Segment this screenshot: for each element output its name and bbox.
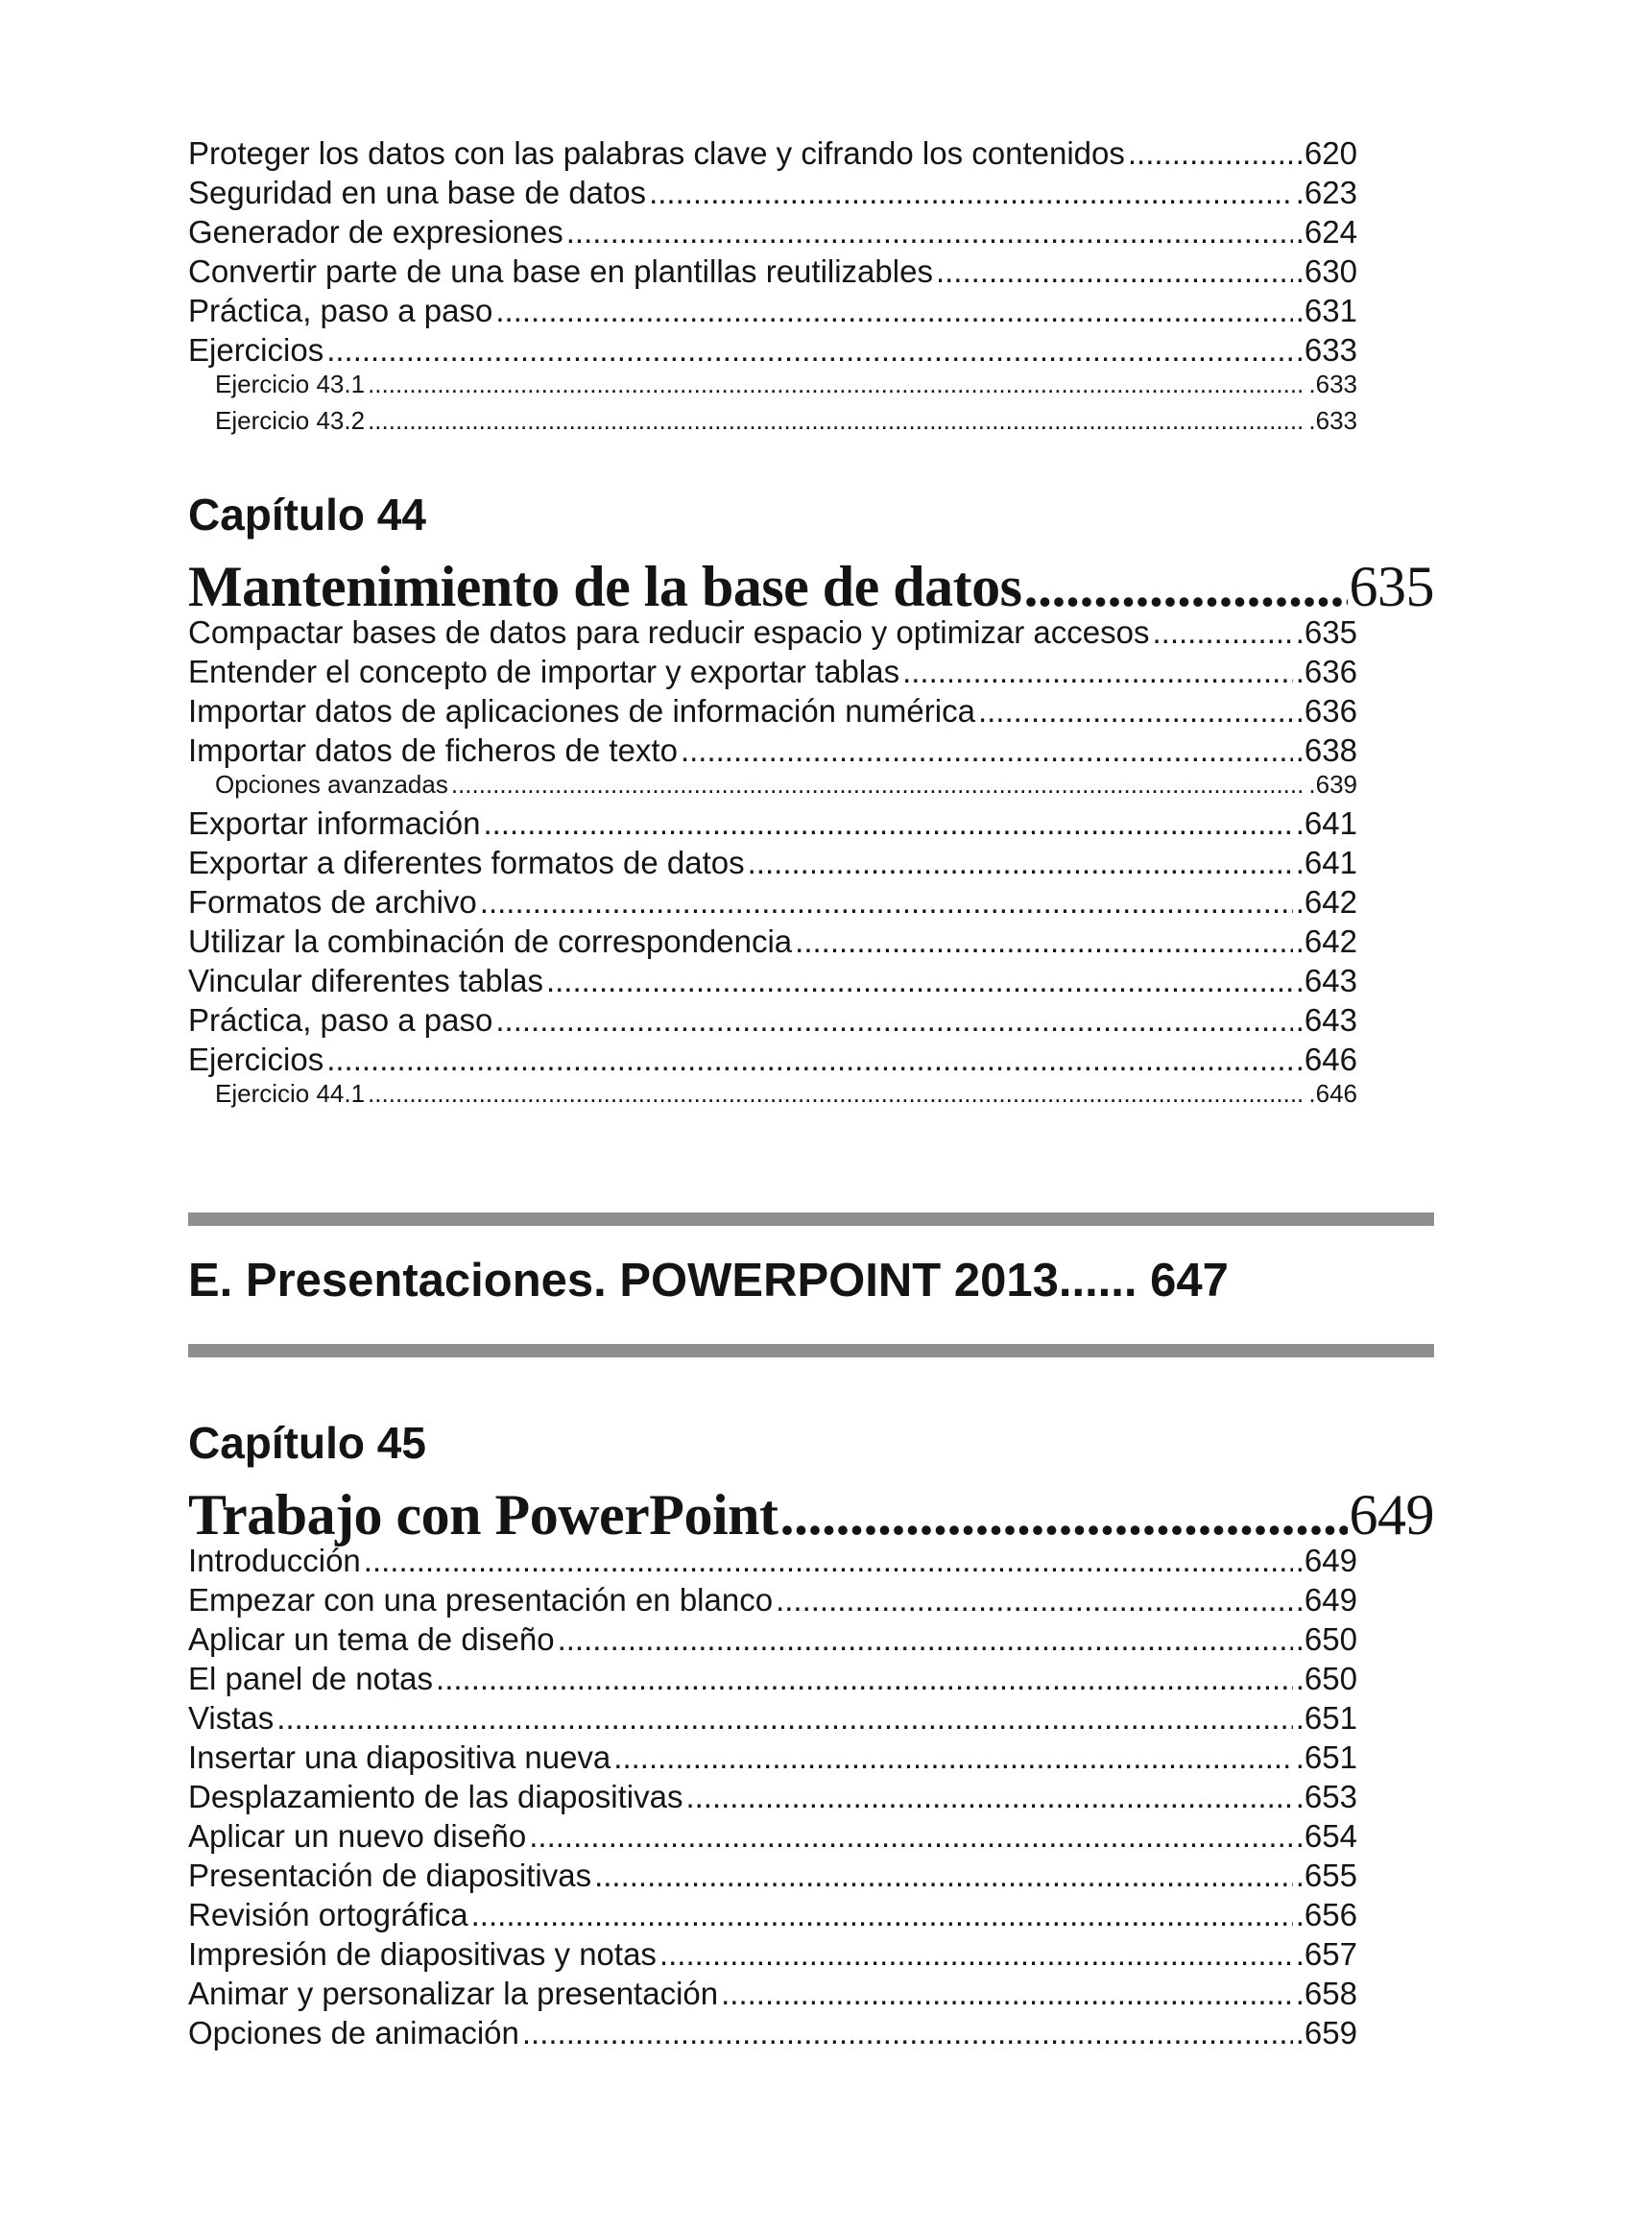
toc-entry-title: Utilizar la combinación de correspondencia [188,923,793,959]
toc-entry-page: .624 [1295,214,1357,250]
section-e-heading: E. Presentaciones. POWERPOINT 2013...... 647 [188,1255,1229,1307]
toc-entry-page: .643 [1295,1002,1357,1038]
toc-entry-title: Vincular diferentes tablas [188,963,543,998]
toc-entry-title: Formatos de archivo [188,884,477,920]
section-rule-top [188,1212,1434,1226]
dot-leader [558,1619,1293,1659]
chapter-title-text: Mantenimiento de la base de datos [188,555,1022,618]
dot-leader [436,1659,1293,1698]
toc-entry-title: Introducción [188,1543,361,1578]
toc-entry-title: Empezar con una presentación en blanco [188,1582,774,1618]
toc-entry-title: Proteger los datos con las palabras clave y cifrando los contenidos [188,135,1125,171]
toc-entry [188,1541,1357,1580]
toc-entry-title: Revisión ortográfica [188,1897,468,1932]
dot-leader [326,330,1293,370]
toc-entry [188,803,1357,843]
toc-entry-page: .654 [1295,1818,1357,1854]
toc-entry [188,843,1357,882]
chapter-page-number: 649 [1349,1483,1434,1547]
toc-entry [188,1934,1357,1974]
dot-leader [471,1895,1293,1934]
dot-leader [483,803,1292,843]
dot-leader [368,403,1305,438]
dot-leader [594,1856,1293,1895]
dot-leader [902,652,1293,691]
toc-entry-title: Práctica, paso a paso [188,1002,493,1038]
toc-entry-title: Importar datos de ficheros de texto [188,732,678,768]
chapter-title-text: Trabajo con PowerPoint [188,1483,778,1547]
toc-entry-title: Desplazamiento de las diapositivas [188,1779,683,1814]
toc-entry [188,1000,1357,1040]
toc-entry-page: .641 [1295,805,1357,841]
toc-entry-page: .658 [1295,1976,1357,2011]
toc-entry [188,1895,1357,1934]
toc-entry-page: .650 [1295,1661,1357,1696]
toc-entry-page: .653 [1295,1779,1357,1814]
toc-entry-title: Opciones avanzadas [215,770,448,799]
toc-entry-title: Ejercicios [188,332,324,368]
dot-leader [546,961,1293,1000]
toc-entry [188,1659,1357,1698]
toc-entry-page: .633 [1295,332,1357,368]
dot-leader [276,1698,1292,1738]
chapter-44-label: Capítulo 44 [188,490,426,540]
dot-leader [685,1777,1292,1816]
chapter-page-number: 635 [1349,555,1434,618]
toc-entry-title: Ejercicio 44.1 [215,1079,366,1108]
toc-entry-page: .636 [1295,693,1357,729]
dot-leader [613,1738,1292,1777]
toc-entry-title: Compactar bases de datos para reducir espacio y optimizar accesos [188,614,1150,650]
toc-entry-page: .635 [1295,614,1357,650]
toc-entry-page: .638 [1295,732,1357,768]
toc-entry-page: .646 [1295,1042,1357,1077]
toc-entry-page: .631 [1295,293,1357,328]
toc-entry-title: Ejercicio 43.2 [215,406,366,435]
toc-entry-page: .657 [1295,1936,1357,1972]
dot-leader [779,1481,1347,1548]
dot-leader [451,767,1306,802]
toc-entry-title: Convertir parte de una base en plantillas reutilizables [188,253,933,289]
dot-leader [566,212,1293,252]
dot-leader [480,882,1293,922]
toc-subentry [215,403,1357,438]
dot-leader [1024,553,1348,620]
toc-entry-page: .633 [1308,370,1357,398]
dot-leader [1128,133,1293,173]
toc-entry [188,1974,1357,2013]
toc-entry-page: .623 [1295,175,1357,210]
toc-entry-title: Importar datos de aplicaciones de información numérica [188,693,975,729]
toc-subentry [215,367,1357,401]
toc-entry-page: .642 [1295,884,1357,920]
toc-entry [188,612,1357,652]
dot-leader [368,367,1305,401]
dot-leader [748,843,1293,882]
toc-entry [188,1816,1357,1856]
toc-entry [188,330,1357,370]
toc-entry-title: Vistas [188,1700,275,1736]
toc-entry-title: Ejercicios [188,1042,324,1077]
toc-entry [188,961,1357,1000]
toc-entry-page: .659 [1295,2015,1357,2050]
chapter-44-title [188,553,1434,620]
toc-entry-title: Aplicar un nuevo diseño [188,1818,527,1854]
toc-entry [188,882,1357,922]
toc-entry-title: Exportar información [188,805,481,841]
dot-leader [326,1040,1293,1079]
toc-entry-page: .651 [1295,1700,1357,1736]
toc-entry-page: .630 [1295,253,1357,289]
dot-leader [368,1076,1305,1111]
toc-entry-page: .649 [1295,1582,1357,1618]
toc-entry-page: .641 [1295,845,1357,880]
toc-entry-title: Generador de expresiones [188,214,563,250]
toc-entry-title: El panel de notas [188,1661,434,1696]
toc-entry-title: Seguridad en una base de datos [188,175,647,210]
toc-entry-page: .651 [1295,1739,1357,1775]
toc-entry-page: .643 [1295,963,1357,998]
toc-entry-title: Aplicar un tema de diseño [188,1621,555,1657]
toc-entry-title: Exportar a diferentes formatos de datos [188,845,745,880]
toc-entry-title: Insertar una diapositiva nueva [188,1739,611,1775]
toc-entry-page: .633 [1308,406,1357,435]
toc-entry [188,252,1357,291]
dot-leader [1153,612,1293,652]
toc-entry-page: .649 [1295,1543,1357,1578]
dot-leader [364,1541,1293,1580]
toc-entry [188,691,1357,731]
dot-leader [649,173,1293,212]
toc-entry [188,1856,1357,1895]
toc-entry [188,922,1357,961]
toc-entry [188,1040,1357,1079]
toc-entry [188,1619,1357,1659]
toc-entry-page: .639 [1308,770,1357,799]
dot-leader [936,252,1293,291]
toc-entry-title: Ejercicio 43.1 [215,370,366,398]
toc-entry-page: .655 [1295,1858,1357,1893]
toc-entry-page: .620 [1295,135,1357,171]
toc-entry-page: .656 [1295,1897,1357,1932]
dot-leader [776,1580,1293,1619]
toc-entry [188,133,1357,173]
toc-entry-page: .650 [1295,1621,1357,1657]
chapter-45-title [188,1481,1434,1548]
toc-entry-page: .646 [1308,1079,1357,1108]
toc-entry-title: Entender el concepto de importar y exportar tablas [188,654,900,689]
toc-entry [188,212,1357,252]
dot-leader [795,922,1293,961]
toc-entry-title: Animar y personalizar la presentación [188,1976,719,2011]
section-rule-bottom [188,1344,1434,1357]
toc-entry [188,1580,1357,1619]
toc-subentry [215,1076,1357,1111]
toc-entry [188,652,1357,691]
toc-entry-title: Presentación de diapositivas [188,1858,592,1893]
dot-leader [978,691,1293,731]
dot-leader [659,1934,1293,1974]
toc-entry [188,1777,1357,1816]
toc-subentry [215,767,1357,802]
toc-entry-page: .642 [1295,923,1357,959]
dot-leader [522,2013,1293,2052]
toc-entry-page: .636 [1295,654,1357,689]
toc-entry [188,731,1357,770]
dot-leader [495,291,1292,330]
toc-entry [188,1698,1357,1738]
toc-entry [188,173,1357,212]
dot-leader [681,731,1293,770]
dot-leader [495,1000,1292,1040]
toc-entry [188,2013,1357,2052]
toc-entry [188,1738,1357,1777]
toc-entry [188,291,1357,330]
chapter-45-label: Capítulo 45 [188,1418,426,1468]
dot-leader [529,1816,1293,1856]
toc-entry-title: Opciones de animación [188,2015,519,2050]
toc-entry-title: Práctica, paso a paso [188,293,493,328]
dot-leader [721,1974,1293,2013]
toc-entry-title: Impresión de diapositivas y notas [188,1936,657,1972]
